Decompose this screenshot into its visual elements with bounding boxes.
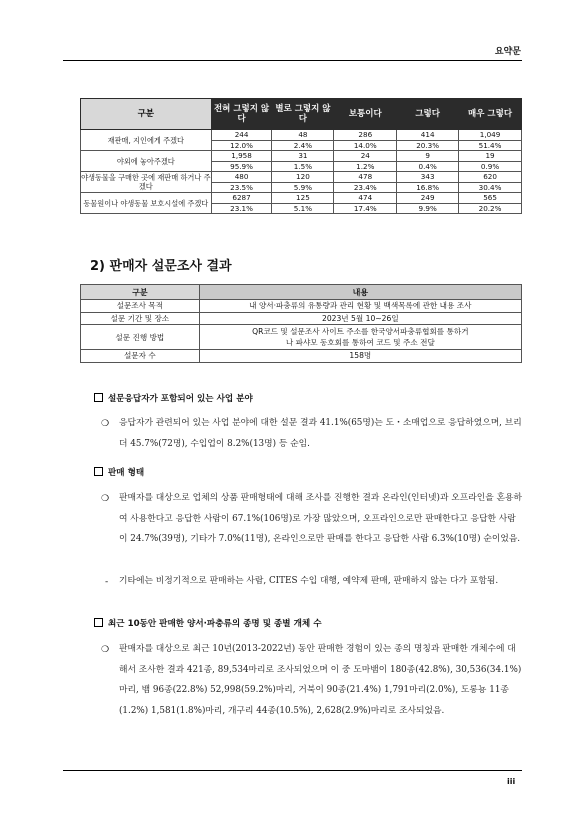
checkbox-square-icon <box>94 467 103 476</box>
percent-cell: 20.3% <box>397 140 459 151</box>
col-header: 보통이다 <box>334 99 397 130</box>
row-label: 야생동물을 구매한 곳에 재판매 하거나 주겠다 <box>81 173 211 191</box>
count-cell: 1,049 <box>459 130 522 141</box>
row-value: 내 양서·파충류의 유통량과 관리 현황 및 백색목록에 관한 내용 조사 <box>199 300 521 313</box>
percent-cell: 17.4% <box>334 203 397 214</box>
row-label: 재판매, 지인에게 주겠다 <box>81 130 212 151</box>
count-cell: 474 <box>334 193 397 204</box>
percent-cell: 16.8% <box>397 182 459 193</box>
count-cell: 478 <box>334 172 397 183</box>
block-heading: 최근 10동안 판매한 양서·파충류의 종명 및 종별 개체 수 <box>94 617 322 629</box>
paragraph: 응답자가 관련되어 있는 사업 분야에 대한 설문 결과 41.1%(65명)는 도・소매업으로 응답하였으며, 브리더 45.7%(72명), 수입업이 8.2%(13명) 등 순임. <box>119 418 522 449</box>
footer-rule <box>63 770 522 771</box>
row-label: 야외에 놓아주겠다 <box>81 151 212 172</box>
count-cell: 244 <box>211 130 272 141</box>
col-header: 매우 그렇다 <box>459 99 522 130</box>
percent-cell: 5.9% <box>272 182 334 193</box>
count-cell: 286 <box>334 130 397 141</box>
table-row <box>81 172 522 183</box>
percent-cell: 0.4% <box>397 161 459 172</box>
percent-cell: 9.9% <box>397 203 459 214</box>
count-cell: 249 <box>397 193 459 204</box>
percent-cell: 23.4% <box>334 182 397 193</box>
section-title: 2) 판매자 설문조사 결과 <box>90 259 232 274</box>
row-key: 설문 진행 방법 <box>81 325 200 350</box>
row-label: 동물원이나 야생동물 보호시설에 주겠다 <box>81 193 212 214</box>
block-heading: 설문응답자가 포함되어 있는 사업 분야 <box>94 392 253 404</box>
count-cell: 6287 <box>211 193 272 204</box>
count-cell: 480 <box>211 172 272 183</box>
response-table <box>80 98 522 214</box>
percent-cell: 1.5% <box>272 161 334 172</box>
page-number: iii <box>507 777 516 786</box>
col-header: 구분 <box>81 285 200 300</box>
table-row <box>81 312 522 325</box>
col-header: 내용 <box>199 285 521 300</box>
checkbox-square-icon <box>94 393 103 402</box>
count-cell: 19 <box>459 151 522 162</box>
count-cell: 343 <box>397 172 459 183</box>
count-cell: 9 <box>397 151 459 162</box>
count-cell: 120 <box>272 172 334 183</box>
percent-cell: 30.4% <box>459 182 522 193</box>
checkbox-square-icon <box>94 618 103 627</box>
count-cell: 1,958 <box>211 151 272 162</box>
circle-bullet-icon: ❍ <box>101 645 110 655</box>
count-cell: 24 <box>334 151 397 162</box>
col-header: 구분 <box>81 99 212 130</box>
percent-cell: 2.4% <box>272 140 334 151</box>
percent-cell: 14.0% <box>334 140 397 151</box>
percent-cell: 12.0% <box>211 140 272 151</box>
percent-cell: 0.9% <box>459 161 522 172</box>
percent-cell: 5.1% <box>272 203 334 214</box>
col-header: 전혀 그렇지 않다 <box>211 99 272 130</box>
count-cell: 125 <box>272 193 334 204</box>
row-value: QR코드 및 설문조사 사이트 주소를 한국양서파충류협회를 통하거나 파샤모 동호회를 통하여 코드 및 주소 전달 <box>199 325 521 350</box>
paragraph: 판매자를 대상으로 업체의 상품 판매형태에 대해 조사를 진행한 결과 온라인(인터넷)과 오프라인을 혼용하여 사용한다고 응답한 사람이 67.1%(106명)로 가장 많았으며, 오프라인으로만 판매한다고 응답한 사람이 24.7%(39명), 기타가 7.0%(11명), 온라인으로만 판매를 한다고 응답한 사람 6.3%(10명) 순이었음. <box>119 493 523 544</box>
count-cell: 620 <box>459 172 522 183</box>
table-row <box>81 130 522 141</box>
paragraph: 판매자를 대상으로 최근 10년(2013-2022년) 동안 판매한 경험이 있는 종의 명칭과 판매한 개체수에 대해서 조사한 결과 421종, 89,534마리로 조사되었으며 이 중 도마뱀이 180종(42.8%), 30,536(34.1%)마리, 뱀 96종(22.8%) 52,998(59.2%)마리, 거북이 90종(21.4%) 1,791마리(2.0%), 도롱뇽 11종(1.2%) 1,581(1.8%)마리, 개구리 44종(10.5%), 2,628(2.9%)마리로 조사되었음. <box>119 644 522 716</box>
col-header: 그렇다 <box>397 99 459 130</box>
count-cell: 48 <box>272 130 334 141</box>
count-cell: 565 <box>459 193 522 204</box>
table-row <box>81 193 522 204</box>
survey-overview-table <box>80 284 522 363</box>
percent-cell: 1.2% <box>334 161 397 172</box>
circle-bullet-icon: ❍ <box>101 494 110 504</box>
percent-cell: 23.1% <box>211 203 272 214</box>
row-key: 설문자 수 <box>81 350 200 363</box>
table-row <box>81 300 522 313</box>
col-header: 별로 그렇지 않다 <box>272 99 334 130</box>
row-key: 설문조사 목적 <box>81 300 200 313</box>
percent-cell: 20.2% <box>459 203 522 214</box>
percent-cell: 95.9% <box>211 161 272 172</box>
paragraph: 기타에는 비정기적으로 판매하는 사람, CITES 수입 대행, 예약제 판매, 판매하지 않는 다가 포함됨. <box>119 576 499 586</box>
table-row <box>81 325 522 350</box>
table-header-row <box>81 285 522 300</box>
percent-cell: 51.4% <box>459 140 522 151</box>
count-cell: 31 <box>272 151 334 162</box>
row-value: 2023년 5월 10~26일 <box>199 312 521 325</box>
dash-bullet: - <box>105 577 109 587</box>
header-rule <box>63 60 522 61</box>
row-value: 158명 <box>199 350 521 363</box>
percent-cell: 23.5% <box>211 182 272 193</box>
circle-bullet-icon: ❍ <box>101 419 110 429</box>
row-key: 설문 기간 및 장소 <box>81 312 200 325</box>
table-row <box>81 350 522 363</box>
block-heading: 판매 형태 <box>94 466 144 478</box>
running-header: 요약문 <box>494 47 521 57</box>
count-cell: 414 <box>397 130 459 141</box>
table-row <box>81 151 522 162</box>
table-header-row <box>81 99 522 130</box>
